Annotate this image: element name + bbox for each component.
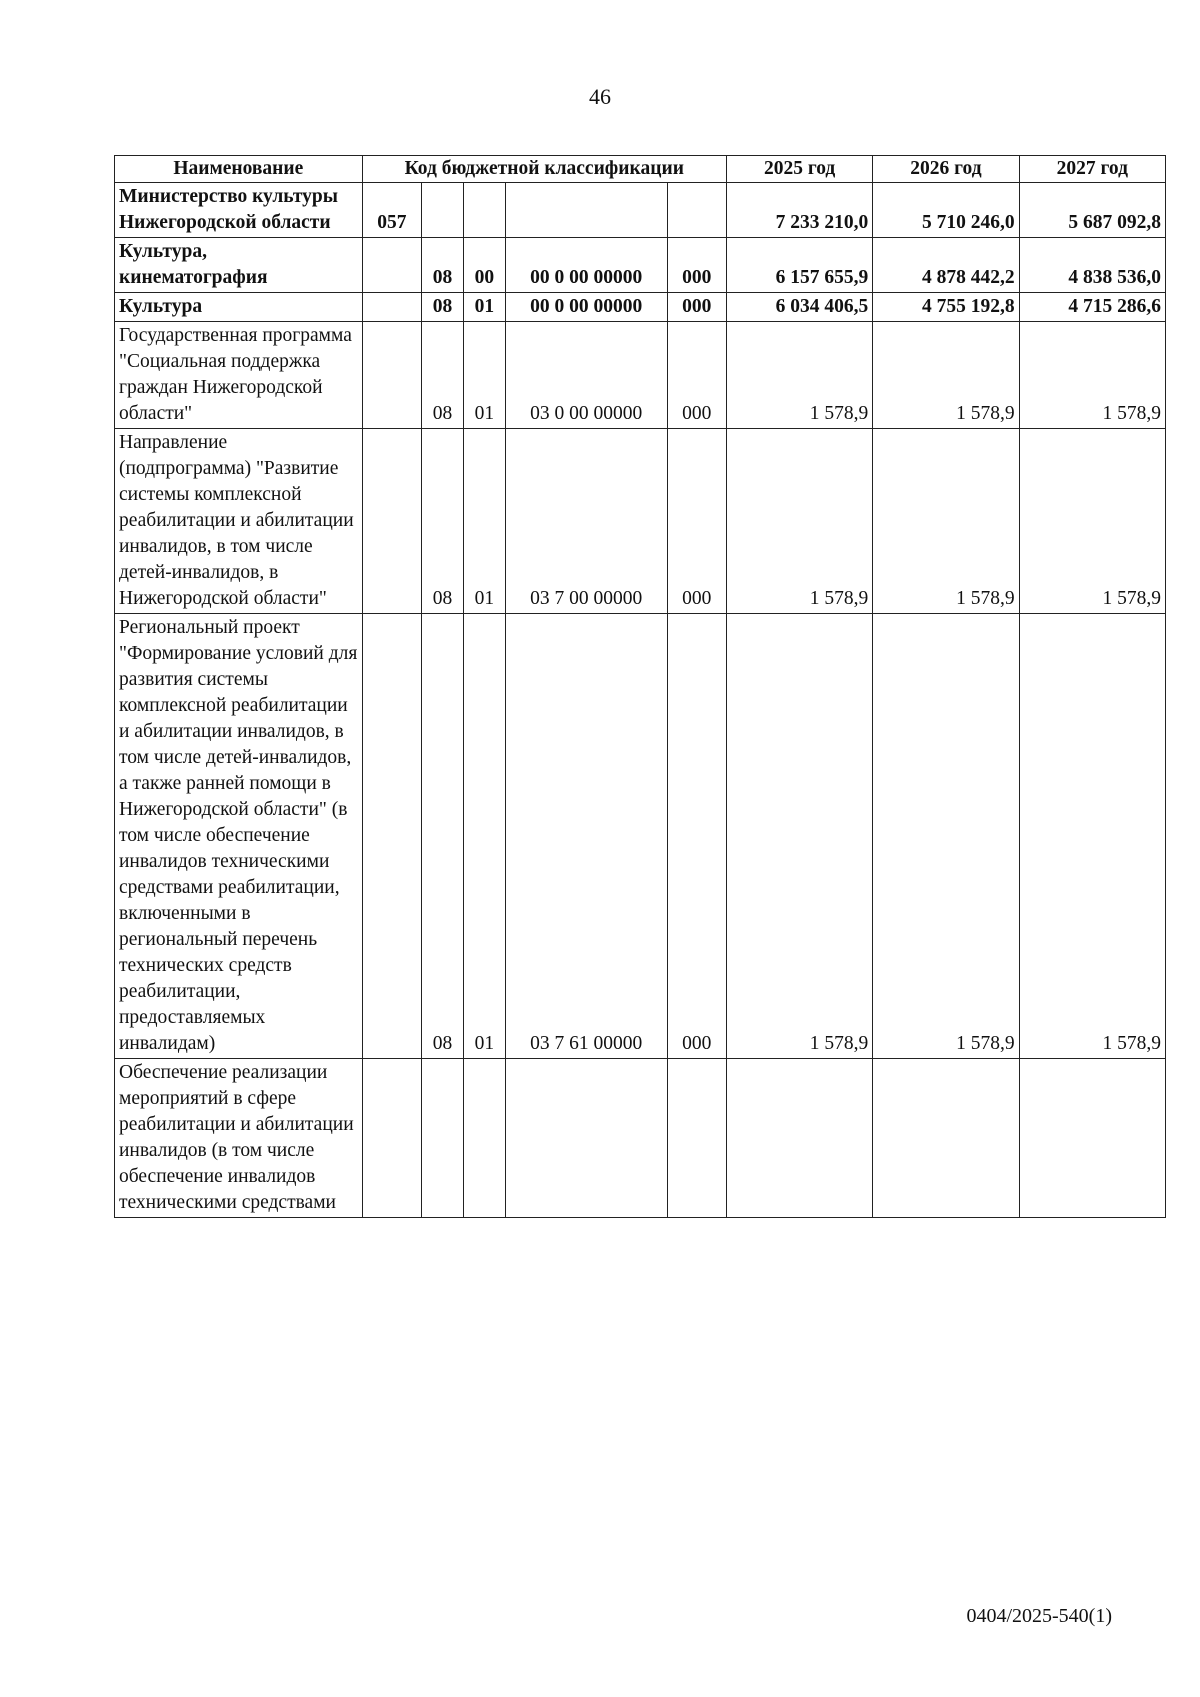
row-name-cell: Обеспечение реализации мероприятий в сфере реабилитации и абилитации инвалидов (в том числе обеспечение инвалидов техническими средствами — [115, 1059, 363, 1218]
row-code-ministry — [362, 322, 421, 429]
row-value-2027 — [1019, 1059, 1165, 1218]
page-number: 46 — [589, 84, 611, 109]
row-code-expense-type — [667, 1059, 726, 1218]
table-row — [115, 429, 1166, 614]
header-code: Код бюджетной классификации — [362, 156, 726, 183]
row-value-2026: 4 878 442,2 — [873, 238, 1019, 293]
row-value-2025: 1 578,9 — [726, 614, 872, 1059]
row-name-cell: Культура — [115, 293, 363, 322]
row-code-section: 08 — [421, 238, 463, 293]
table-row — [115, 183, 1166, 238]
row-value-2026: 4 755 192,8 — [873, 293, 1019, 322]
budget-table — [114, 155, 1166, 1218]
row-code-ministry: 057 — [362, 183, 421, 238]
row-code-section: 08 — [421, 322, 463, 429]
row-code-target: 03 0 00 00000 — [505, 322, 667, 429]
row-value-2027: 4 715 286,6 — [1019, 293, 1165, 322]
row-code-target: 00 0 00 00000 — [505, 293, 667, 322]
table-row — [115, 293, 1166, 322]
row-value-2025 — [726, 1059, 872, 1218]
row-value-2027: 5 687 092,8 — [1019, 183, 1165, 238]
row-value-2026 — [873, 1059, 1019, 1218]
row-code-expense-type: 000 — [667, 614, 726, 1059]
row-code-section — [421, 1059, 463, 1218]
document-number: 0404/2025-540(1) — [966, 1605, 1112, 1627]
row-value-2025: 1 578,9 — [726, 429, 872, 614]
row-value-2026: 1 578,9 — [873, 322, 1019, 429]
row-code-ministry — [362, 1059, 421, 1218]
row-value-2025: 6 034 406,5 — [726, 293, 872, 322]
row-name-cell: Региональный проект "Формирование условий для развития системы комплексной реабилитации и абилитации инвалидов, в том числе детей-инвалидов, а также ранней помощи в Нижегородской области" (в том числе обеспечение инвалидов техническими средствами реабилитации, включенными в региональный перечень технических средств реабилитации, предоставляемых инвалидам) — [115, 614, 363, 1059]
row-code-expense-type: 000 — [667, 238, 726, 293]
row-name-cell: Министерство культуры Нижегородской области — [115, 183, 363, 238]
table-row — [115, 614, 1166, 1059]
row-code-ministry — [362, 614, 421, 1059]
table-header-row — [115, 156, 1166, 183]
row-code-subsection — [463, 1059, 505, 1218]
row-name-cell: Направление (подпрограмма) "Развитие системы комплексной реабилитации и абилитации инвалидов, в том числе детей-инвалидов, в Нижегородской области" — [115, 429, 363, 614]
row-code-expense-type: 000 — [667, 429, 726, 614]
row-value-2025: 6 157 655,9 — [726, 238, 872, 293]
header-name: Наименование — [115, 156, 363, 183]
table-row — [115, 1059, 1166, 1218]
row-code-subsection: 01 — [463, 429, 505, 614]
header-2025: 2025 год — [726, 156, 872, 183]
row-code-subsection: 00 — [463, 238, 505, 293]
row-value-2027: 1 578,9 — [1019, 614, 1165, 1059]
row-value-2026: 1 578,9 — [873, 429, 1019, 614]
row-value-2025: 1 578,9 — [726, 322, 872, 429]
header-2026: 2026 год — [873, 156, 1019, 183]
row-code-target: 00 0 00 00000 — [505, 238, 667, 293]
row-code-expense-type — [667, 183, 726, 238]
row-code-subsection — [463, 183, 505, 238]
row-code-target: 03 7 00 00000 — [505, 429, 667, 614]
row-value-2026: 5 710 246,0 — [873, 183, 1019, 238]
row-code-target — [505, 183, 667, 238]
row-code-expense-type: 000 — [667, 293, 726, 322]
row-value-2027: 1 578,9 — [1019, 322, 1165, 429]
table-row — [115, 322, 1166, 429]
row-name-cell: Культура, кинематография — [115, 238, 363, 293]
row-code-expense-type: 000 — [667, 322, 726, 429]
row-code-subsection: 01 — [463, 293, 505, 322]
row-code-section: 08 — [421, 429, 463, 614]
row-code-subsection: 01 — [463, 322, 505, 429]
row-value-2027: 4 838 536,0 — [1019, 238, 1165, 293]
row-name-cell: Государственная программа "Социальная поддержка граждан Нижегородской области" — [115, 322, 363, 429]
row-code-ministry — [362, 238, 421, 293]
row-code-ministry — [362, 429, 421, 614]
row-value-2026: 1 578,9 — [873, 614, 1019, 1059]
row-code-ministry — [362, 293, 421, 322]
row-code-target — [505, 1059, 667, 1218]
row-code-subsection: 01 — [463, 614, 505, 1059]
row-code-section — [421, 183, 463, 238]
row-code-section: 08 — [421, 293, 463, 322]
row-value-2027: 1 578,9 — [1019, 429, 1165, 614]
row-code-section: 08 — [421, 614, 463, 1059]
header-2027: 2027 год — [1019, 156, 1165, 183]
row-value-2025: 7 233 210,0 — [726, 183, 872, 238]
row-code-target: 03 7 61 00000 — [505, 614, 667, 1059]
table-row — [115, 238, 1166, 293]
